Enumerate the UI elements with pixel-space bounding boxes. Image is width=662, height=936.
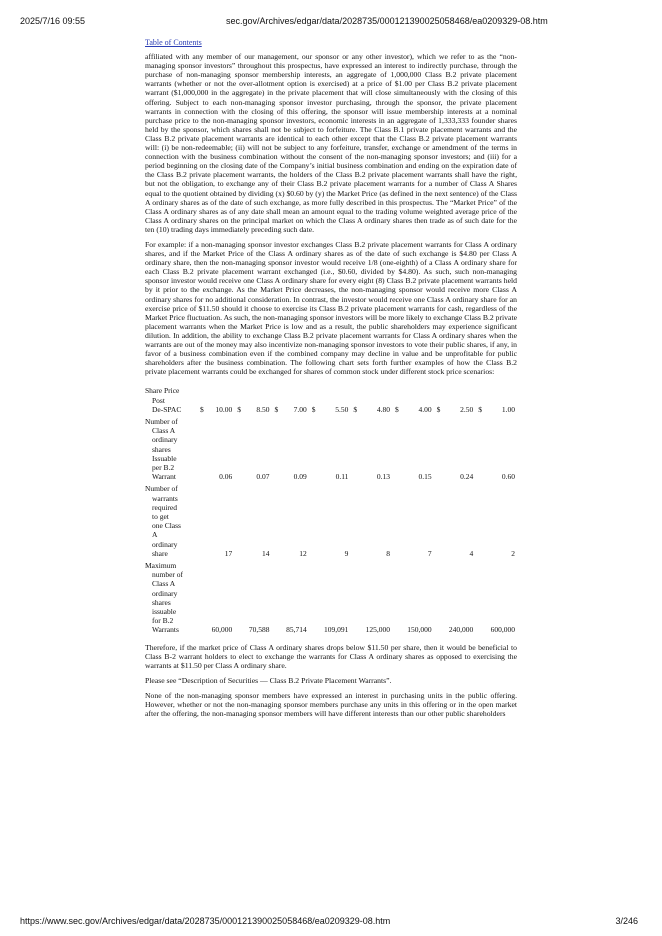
table-cell: 0.09 (293, 472, 307, 482)
row-label (145, 561, 197, 635)
row-label-line: warrants (152, 493, 178, 503)
currency-cell: $ (436, 404, 441, 414)
print-footer-url: https://www.sec.gov/Archives/edgar/data/2028735/000121390025058468/ea0209329-08.htm (20, 916, 391, 926)
row-label-line: Number of (145, 416, 178, 426)
row-label (145, 417, 197, 481)
currency-cell (475, 561, 486, 635)
paragraph-exchange-example: For example: if a non-managing sponsor investor exchanges Class B.2 private placement warrants for Class A ordinary shares, and if the Market Price of the Class A ordinary shares as of the date of such exchange is $4.80 per Class A ordinary share, then the non-managing sponsor investor would receive 1/8 (one-eighth) of a Class A ordinary share for each Class B.2 private placement warrant exchanged (i.e., $0.60, divided by $4.80). As such, such non-managing sponsor investor would receive one Class A ordinary share for every eight (8) Class B.2 private placement warrants held by it prior to the exchange. As the Market Price decreases, the non-managing sponsor would receive more Class A ordinary shares for no additional consideration. In contrast, the investor would receive one Class A ordinary share for an exercise price of $11.50 should it choose to exercise its Class B.2 private placement warrants for cash, regardless of the Market Price fluctuation. As such, the non-managing sponsor investors will be more likely to exchange Class B.2 private placement warrants when the Market Price is low and as a result, the public shareholders may experience significant dilution. In addition, the ability to exchange Class B.2 private placement warrants for Class A ordinary shares when the warrants are out of the money may also incentivize non-managing sponsor investors to vote their public shares, if any, in favor of a business combination even if the combined company may decline in value and be unprofitable for public shareholders after the business combination. The following chart sets forth further examples of how the Class B.2 private placement warrants could be exchanged for shares of common stock under different stock price scenarios: (145, 239, 517, 377)
document-body (145, 38, 517, 724)
page-counter: 3/246 (615, 916, 638, 926)
currency-cell (392, 561, 403, 635)
row-label-line: ordinary (152, 435, 178, 445)
table-cell: 0.11 (335, 472, 349, 482)
row-label-line: Number of (145, 484, 178, 494)
table-cell: 4.00 (418, 404, 432, 414)
table-cell: 85,714 (286, 625, 307, 635)
row-label-line: shares (152, 444, 171, 454)
currency-cell: $ (237, 404, 242, 414)
table-cell: 2 (511, 548, 515, 558)
table-cell: 10.00 (215, 404, 233, 414)
row-label-line: to get (152, 512, 169, 522)
currency-cell (350, 417, 361, 481)
warrant-exchange-table (145, 386, 517, 634)
row-label-line: required (152, 502, 177, 512)
row-label-line: one Class (152, 521, 181, 531)
currency-cell (234, 417, 245, 481)
currency-cell (309, 561, 320, 635)
currency-cell (434, 561, 445, 635)
row-label-line: A (152, 530, 158, 540)
browser-print-header (0, 0, 662, 26)
row-label-line: De-SPAC (152, 404, 182, 414)
table-cell: 0.60 (501, 472, 515, 482)
currency-cell (234, 561, 245, 635)
table-cell: 0.15 (418, 472, 432, 482)
currency-cell (350, 561, 361, 635)
table-cell: 0.24 (460, 472, 474, 482)
currency-cell (234, 484, 245, 558)
table-cell: 125,000 (365, 625, 391, 635)
table-row (145, 417, 517, 481)
currency-cell (197, 417, 208, 481)
currency-cell: $ (200, 404, 204, 414)
row-label-line: Issuable (152, 453, 177, 463)
currency-cell: $ (353, 404, 358, 414)
table-cell: 70,588 (248, 625, 270, 635)
currency-cell (350, 484, 361, 558)
currency-cell: $ (395, 404, 399, 414)
print-header-url: sec.gov/Archives/edgar/data/2028735/000121390025058468/ea0209329-08.htm (226, 16, 548, 26)
table-cell: 9 (344, 548, 349, 558)
row-label-line: for B.2 (152, 616, 174, 626)
table-cell: 7 (427, 548, 432, 558)
currency-cell (475, 417, 486, 481)
table-row (145, 484, 517, 558)
row-label-line: number of (152, 570, 184, 580)
row-label-line: share (152, 548, 168, 558)
table-cell: 14 (262, 548, 270, 558)
currency-cell: $ (274, 404, 279, 414)
table-row (145, 386, 517, 414)
currency-cell: $ (478, 404, 483, 414)
table-cell: 2.50 (460, 404, 474, 414)
row-label (145, 386, 197, 414)
table-cell: 7.00 (293, 404, 307, 414)
table-cell: 109,091 (324, 625, 349, 635)
row-label-line: shares (152, 597, 171, 607)
table-cell: 8.50 (256, 404, 270, 414)
currency-cell: $ (311, 404, 316, 414)
table-of-contents-link[interactable]: Table of Contents (145, 38, 202, 47)
paragraph-please-see: Please see “Description of Securities — Class B.2 Private Placement Warrants”. (145, 675, 392, 685)
currency-cell (309, 417, 320, 481)
table-cell: 1.00 (501, 404, 515, 414)
currency-cell (434, 484, 445, 558)
row-label-line: Class A (152, 579, 176, 589)
paragraph-private-placement: affiliated with any member of our management, our sponsor or any other investor), which we refer to as the “non-managing sponsor investors” throughout this prospectus, have expressed an interest to indirectly purchase, through the purchase of non-managing sponsor membership interests, an aggregate of 1,000,000 Class B.2 private placement warrants (whether or not the over-allotment option is exercised) at a price of $1.00 per Class B.2 private placement warrant ($1,000,000 in the aggregate) in the private placement that will close simultaneously with the closing of this offering. Subject to each non-managing sponsor investor purchasing, through the sponsor, the private placement warrants in connection with the closing of this offering, the sponsor will issue membership interests at a nominal purchase price to the non-managing sponsor investors, economic interests in an aggregate of 1,333,333 founder shares held by the sponsor, which shares shall not be subject to forfeiture. The Class B.1 private placement warrants and the Class B.2 private placement warrants are identical to each other except that the Class B.2 private placement warrants will: (i) be non-redeemable; (ii) will not be subject to any forfeiture, transfer, exchange or amendment of the terms in connection with the business combination without the consent of the non-managing sponsor investors; and (iii) for a period beginning on the closing date of the Company’s initial business combination and ending on the expiration date of the Class B.2 private placement warrants, the holders of the Class B.2 private placement warrants shall have the right, but not the obligation, to exchange any of their Class B.2 private placement warrants for a number of Class A Shares equal to the quotient obtained by dividing (x) $0.60 by (y) the Market Price (as defined in the next sentence) of the Class A ordinary shares as of the date of such exchange, as more fully described in this prospectus. The “Market Price” of the Class A ordinary shares as of any date shall mean an amount equal to the trading volume weighted average price of the Class A ordinary shares on the principal market on which the Class A ordinary shares then trade as of such date for the ten (10) trading days immediately preceding such date. (145, 52, 517, 234)
row-label-line: Post (152, 395, 165, 405)
table-cell: 0.13 (376, 472, 391, 482)
currency-cell (197, 561, 208, 635)
browser-print-footer (0, 908, 662, 928)
currency-cell (475, 484, 486, 558)
row-label-line: Warrant (152, 472, 176, 482)
table-cell: 4 (469, 548, 474, 558)
table-cell: 240,000 (448, 625, 474, 635)
currency-cell (309, 484, 320, 558)
currency-cell (434, 417, 445, 481)
table-cell: 5.50 (335, 404, 349, 414)
paragraph-therefore: Therefore, if the market price of Class A ordinary shares drops below $11.50 per share, then it would be beneficial to Class B-2 warrant holders to elect to exchange the warrants for Class A ordinary shares as opposed to exercising the warrants at $11.50 per Class A ordinary share. (145, 642, 517, 670)
row-label-line: Class A (152, 426, 176, 436)
currency-cell (197, 484, 208, 558)
row-label-line: Share Price (145, 386, 180, 396)
table-cell: 12 (299, 548, 307, 558)
table-cell: 17 (224, 548, 233, 558)
paragraph-non-managing-members: None of the non-managing sponsor members have expressed an interest in purchasing units in the public offering. However, whether or not the non-managing sponsor members purchase any units in this offering or in the open market after the offering, the non-managing sponsor members will have different interests than our other public shareholders (145, 691, 517, 719)
currency-cell (272, 484, 283, 558)
row-label-line: Warrants (152, 625, 179, 635)
currency-cell (392, 484, 403, 558)
row-label-line: issuable (152, 607, 177, 617)
table-cell: 0.06 (219, 472, 233, 482)
currency-cell (272, 417, 283, 481)
row-label-line: ordinary (152, 588, 178, 598)
row-label-line: per B.2 (152, 463, 175, 472)
table-cell: 150,000 (407, 625, 432, 635)
print-timestamp: 2025/7/16 09:55 (20, 16, 86, 26)
table-cell: 600,000 (490, 625, 515, 635)
row-label-line: ordinary (152, 539, 178, 549)
table-row (145, 561, 517, 635)
row-label-line: Maximum (145, 561, 177, 571)
row-label (145, 484, 197, 558)
table-cell: 8 (386, 548, 391, 558)
table-cell: 4.80 (376, 404, 391, 414)
currency-cell (392, 417, 403, 481)
table-cell: 0.07 (256, 472, 270, 482)
currency-cell (272, 561, 283, 635)
table-cell: 60,000 (211, 625, 233, 635)
